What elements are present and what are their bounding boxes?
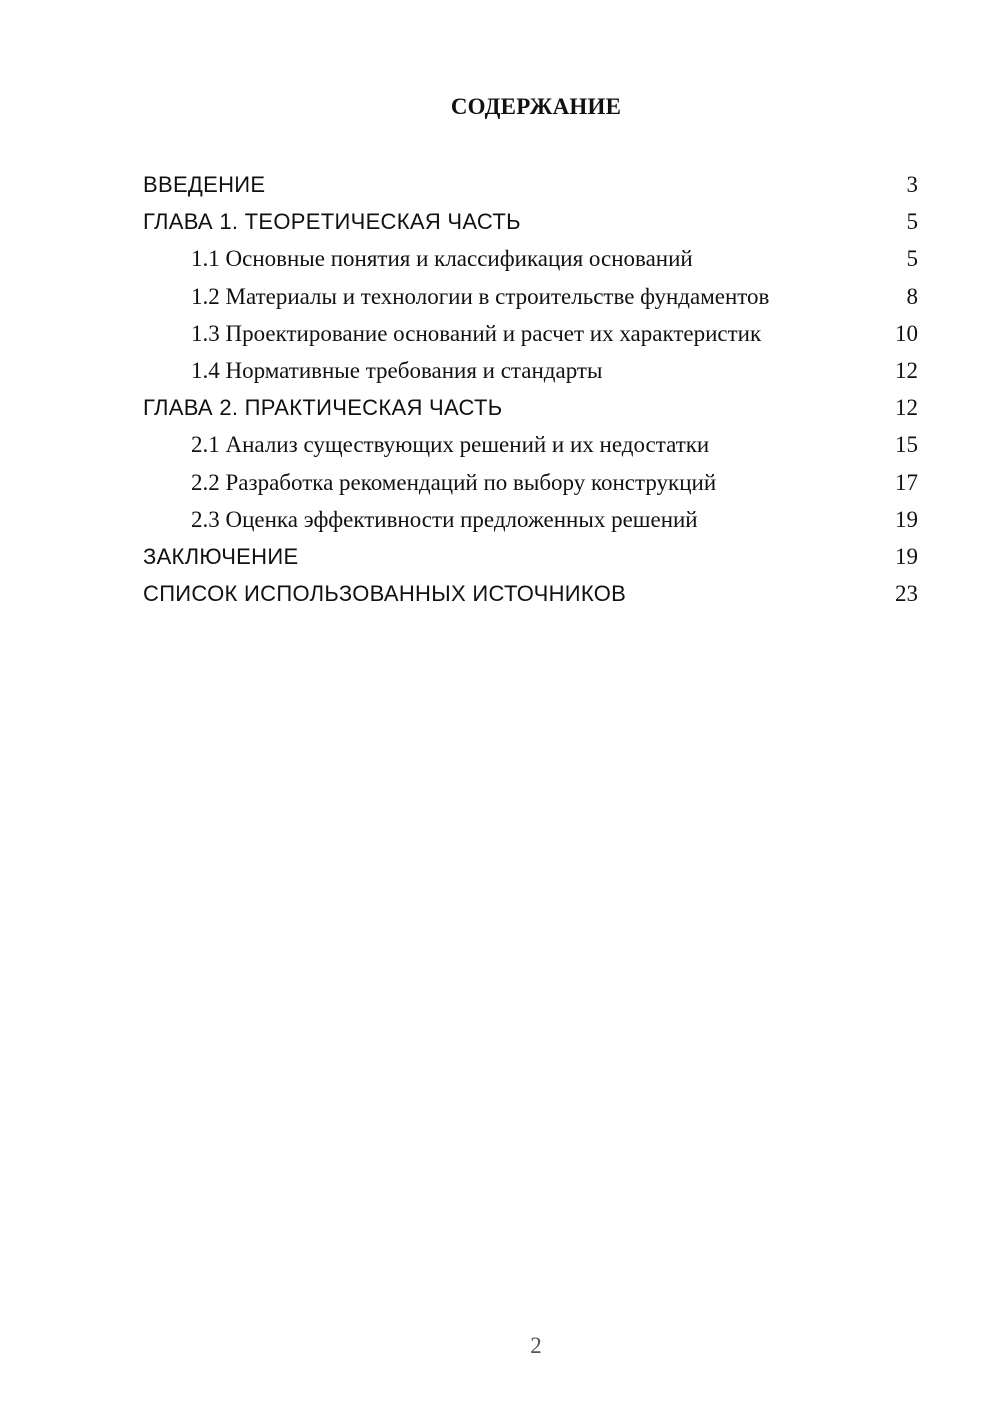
toc-entry-label: ЗАКЛЮЧЕНИЕ — [143, 543, 299, 569]
toc-entry-label: 2.2 Разработка рекомендаций по выбору конструкций — [191, 469, 717, 495]
toc-entry-section-1-3 — [143, 315, 918, 352]
toc-entry-label: СПИСОК ИСПОЛЬЗОВАННЫХ ИСТОЧНИКОВ — [143, 581, 627, 607]
toc-entry-page: 3 — [906, 172, 918, 197]
toc-entry-label: ВВЕДЕНИЕ — [143, 172, 266, 197]
toc-entry-page: 23 — [895, 581, 918, 607]
toc-entry-page: 17 — [895, 469, 918, 495]
toc-entry-page: 19 — [895, 543, 918, 569]
toc-entry-label: ГЛАВА 2. ПРАКТИЧЕСКАЯ ЧАСТЬ — [143, 395, 503, 421]
toc-list — [143, 166, 918, 612]
toc-entry-chapter-2 — [143, 389, 918, 426]
toc-entry-label: 1.4 Нормативные требования и стандарты — [191, 357, 603, 383]
toc-entry-label: 1.1 Основные понятия и классификация оснований — [191, 246, 693, 272]
toc-entry-label: 1.2 Материалы и технологии в строительстве фундаментов — [191, 283, 770, 309]
toc-entry-page: 12 — [895, 357, 918, 383]
toc-entry-page: 5 — [906, 209, 918, 235]
page-number: 2 — [530, 1333, 542, 1358]
toc-entry-label: ГЛАВА 1. ТЕОРЕТИЧЕСКАЯ ЧАСТЬ — [143, 209, 521, 235]
toc-entry-page: 15 — [895, 432, 918, 458]
toc-entry-page: 5 — [906, 246, 918, 272]
toc-entry-page: 12 — [895, 395, 918, 421]
toc-entry-conclusion — [143, 538, 918, 575]
toc-entry-introduction — [143, 166, 918, 203]
toc-entry-label: 2.3 Оценка эффективности предложенных решений — [191, 506, 698, 532]
toc-entry-section-1-2 — [143, 278, 918, 315]
toc-entry-page: 19 — [895, 506, 918, 532]
toc-title: СОДЕРЖАНИЕ — [450, 94, 622, 119]
toc-entry-chapter-1 — [143, 203, 918, 240]
toc-entry-section-2-2 — [143, 464, 918, 501]
toc-entry-section-2-1 — [143, 426, 918, 463]
toc-entry-label: 1.3 Проектирование оснований и расчет их характеристик — [191, 320, 762, 346]
toc-entry-references — [143, 575, 918, 612]
toc-entry-page: 8 — [906, 283, 918, 309]
toc-entry-section-1-1 — [143, 240, 918, 277]
toc-entry-section-1-4 — [143, 352, 918, 389]
toc-entry-page: 10 — [895, 320, 918, 346]
toc-entry-label: 2.1 Анализ существующих решений и их недостатки — [191, 432, 710, 458]
toc-entry-section-2-3 — [143, 501, 918, 538]
